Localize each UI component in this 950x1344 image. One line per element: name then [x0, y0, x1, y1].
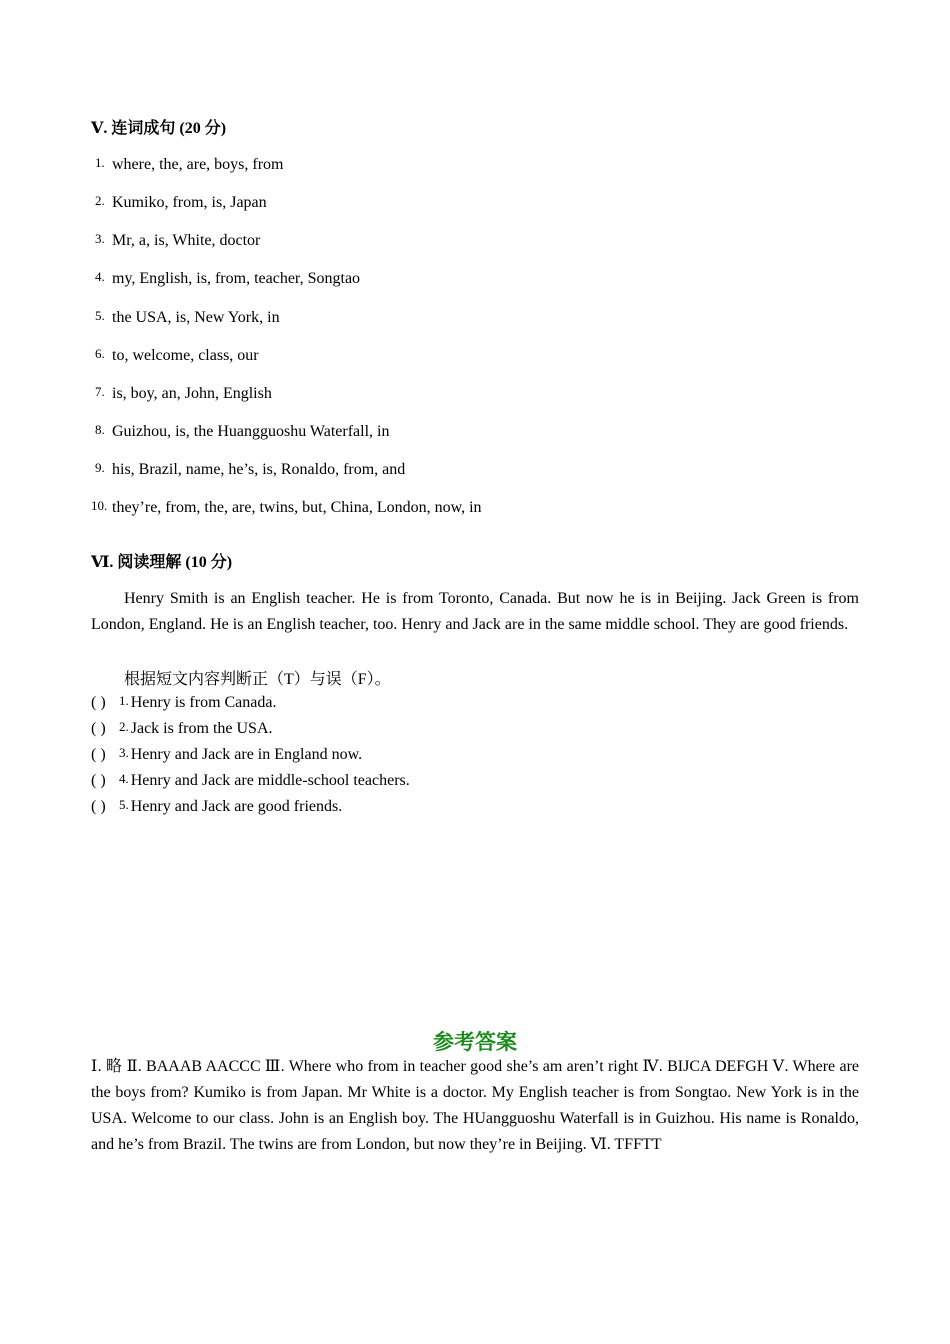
item-number: 6.	[95, 346, 105, 361]
list-item	[91, 745, 362, 764]
list-item	[95, 384, 272, 403]
list-item	[95, 231, 260, 250]
list-item	[95, 269, 360, 288]
list-item	[95, 346, 259, 365]
item-text: where, the, are, boys, from	[112, 156, 284, 173]
item-number: 5.	[95, 308, 105, 323]
item-number: 1.	[95, 155, 105, 170]
list-item	[95, 193, 267, 212]
answer-key-title: 参考答案	[433, 1030, 517, 1054]
item-text: Jack is from the USA.	[130, 720, 273, 737]
item-text: to, welcome, class, our	[112, 347, 259, 364]
list-item	[95, 422, 389, 441]
item-text: Henry and Jack are good friends.	[130, 798, 343, 815]
list-item	[91, 498, 482, 517]
list-item	[91, 797, 342, 816]
item-number: 10.	[91, 498, 108, 513]
item-number: 3.	[95, 231, 105, 246]
item-text: they’re, from, the, are, twins, but, China, London, now, in	[112, 499, 482, 516]
item-text: is, boy, an, John, English	[112, 385, 272, 402]
item-number: 5.	[119, 797, 129, 812]
list-item	[91, 771, 410, 790]
instruction-text: 根据短文内容判断正（T）与误（F）。	[124, 671, 391, 688]
item-number: 2.	[119, 719, 129, 734]
section-6-title: Ⅵ. 阅读理解 (10 分)	[91, 554, 233, 571]
answer-key-text: Ⅰ. 略 Ⅱ. BAAAB AACCC Ⅲ. Where who from in teacher good she’s am aren’t right Ⅳ. BIJCA DEFGH Ⅴ. Where are the boys from? Kumiko is from Japan. Mr White is a doctor. My English teacher is from Songtao. New York is in the USA. Welcome to our class. John is an English boy. The HUangguoshu Waterfall is in Guizhou. His name is Ronaldo, and he’s from Brazil. The twins are from London, but now they’re in Beijing. Ⅵ. TFFTT	[91, 1058, 859, 1153]
item-number: 8.	[95, 422, 105, 437]
answer-blank[interactable]: ( )	[91, 694, 106, 711]
answer-blank[interactable]: ( )	[91, 798, 106, 815]
answer-blank[interactable]: ( )	[91, 720, 106, 737]
answer-blank[interactable]: ( )	[91, 746, 106, 763]
list-item	[95, 308, 280, 327]
item-number: 4.	[119, 771, 129, 786]
list-item	[95, 460, 405, 479]
item-number: 9.	[95, 460, 105, 475]
item-number: 1.	[119, 693, 129, 708]
list-item	[91, 693, 276, 712]
item-text: my, English, is, from, teacher, Songtao	[112, 270, 361, 287]
item-text: Henry and Jack are in England now.	[130, 746, 363, 763]
item-text: Kumiko, from, is, Japan	[112, 194, 267, 211]
item-number: 4.	[95, 269, 105, 284]
item-text: Henry is from Canada.	[130, 694, 277, 711]
answer-blank[interactable]: ( )	[91, 772, 106, 789]
item-number: 2.	[95, 193, 105, 208]
list-item	[95, 155, 284, 174]
reading-passage: Henry Smith is an English teacher. He is from Toronto, Canada. But now he is in Beijing. Jack Green is from London, England. He is an English teacher, too. Henry and Jack are in the same middle school. They are good friends.	[91, 590, 859, 633]
item-text: the USA, is, New York, in	[112, 309, 280, 326]
item-number: 7.	[95, 384, 105, 399]
item-number: 3.	[119, 745, 129, 760]
item-text: Henry and Jack are middle-school teachers.	[130, 772, 410, 789]
item-text: Mr, a, is, White, doctor	[112, 232, 261, 249]
item-text: Guizhou, is, the Huangguoshu Waterfall, in	[112, 423, 390, 440]
section-5-title: Ⅴ. 连词成句 (20 分)	[91, 120, 227, 137]
list-item	[91, 719, 273, 738]
item-text: his, Brazil, name, he’s, is, Ronaldo, from, and	[112, 461, 406, 478]
